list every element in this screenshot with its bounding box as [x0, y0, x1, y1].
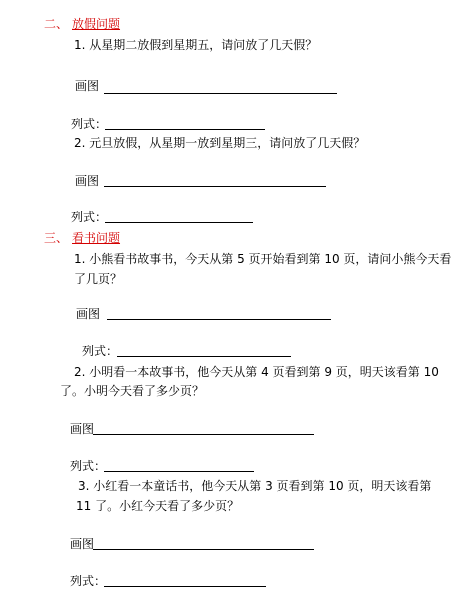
question-2-1: 1. 从星期二放假到星期五，请问放了几天假？: [74, 38, 318, 52]
draw-answer-line-2-2: [104, 186, 326, 187]
formula-answer-line-2-2: [105, 222, 253, 223]
formula-answer-line-3-1: [117, 356, 291, 357]
draw-label-3-2: 画图: [70, 422, 95, 436]
section-2-title: 放假问题: [72, 17, 121, 31]
question-3-1-line-2: 了几页？: [74, 272, 123, 286]
section-2-number: 二、: [44, 17, 69, 31]
section-3-number: 三、: [44, 231, 69, 245]
draw-label-3-1: 画图: [76, 307, 101, 321]
formula-label-2-1: 列式：: [71, 117, 108, 131]
formula-label-3-3: 列式：: [70, 574, 107, 588]
question-3-2-line-1: 2. 小明看一本故事书，他今天从第 4 页看到第 9 页，明天该看第 10: [74, 365, 439, 379]
draw-answer-line-2-1: [104, 93, 337, 94]
draw-label-2-1: 画图: [75, 79, 100, 93]
formula-label-3-2: 列式：: [70, 459, 107, 473]
question-2-2: 2. 元旦放假，从星期一放到星期三，请问放了几天假？: [74, 136, 366, 150]
formula-answer-line-3-3: [104, 586, 266, 587]
question-3-3-line-2: 11 了。小红今天看了多少页？: [76, 499, 240, 513]
draw-label-2-2: 画图: [75, 174, 100, 188]
formula-answer-line-2-1: [105, 129, 265, 130]
formula-answer-line-3-2: [104, 471, 254, 472]
draw-answer-line-3-2: [93, 434, 314, 435]
section-3-title: 看书问题: [72, 231, 121, 245]
formula-label-3-1: 列式：: [82, 344, 119, 358]
question-3-3-line-1: 3. 小红看一本童话书，他今天从第 3 页看到第 10 页，明天该看第: [78, 479, 432, 493]
question-3-1-line-1: 1. 小熊看书故事书，今天从第 5 页开始看到第 10 页，请问小熊今天看: [74, 252, 452, 266]
formula-label-2-2: 列式：: [71, 210, 108, 224]
draw-answer-line-3-3: [93, 549, 314, 550]
question-3-2-line-2: 了。小明今天看了多少页？: [60, 384, 205, 398]
draw-label-3-3: 画图: [70, 537, 95, 551]
draw-answer-line-3-1: [107, 319, 331, 320]
